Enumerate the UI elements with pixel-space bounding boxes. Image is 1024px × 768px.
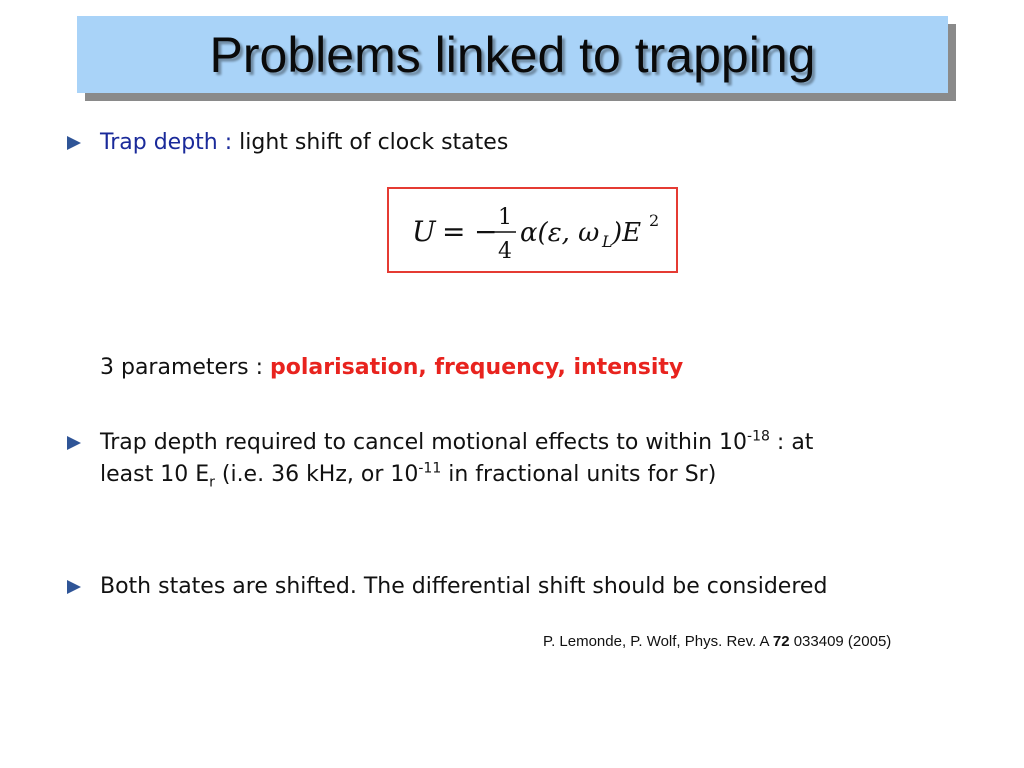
- bullet-arrow-icon: [67, 136, 81, 150]
- title-banner: [77, 16, 948, 93]
- bullet-trap-requirement: [100, 427, 813, 459]
- requirement-text-1: Trap depth required to cancel motional effects to within 10: [100, 430, 748, 455]
- formula-equals: =: [441, 215, 465, 248]
- differential-shift-text: Both states are shifted. The differential shift should be considered: [100, 574, 828, 599]
- trap-depth-text: light shift of clock states: [239, 130, 509, 155]
- reference-citation: [543, 633, 891, 650]
- reference-volume: 72: [772, 633, 790, 650]
- formula-minus: −: [473, 215, 497, 248]
- trap-depth-label: Trap depth :: [100, 130, 233, 155]
- requirement-text-2: : at: [769, 430, 814, 455]
- requirement-text-4: (i.e. 36 kHz, or 10: [214, 462, 419, 487]
- bullet-trap-requirement-cont: [100, 459, 716, 491]
- formula-exponent: 2: [648, 211, 659, 230]
- formula-close: )E: [611, 218, 641, 248]
- formula-numerator: 1: [497, 205, 512, 230]
- bullet-arrow-icon: [67, 436, 81, 450]
- reference-rest: 033409 (2005): [789, 633, 892, 650]
- formula-body: α(ε, ω: [519, 218, 599, 248]
- parameters-prefix: 3 parameters :: [100, 355, 264, 380]
- parameters-line: [100, 352, 683, 384]
- requirement-text-3: least 10 E: [100, 462, 210, 487]
- parameters-list: polarisation, frequency, intensity: [270, 355, 684, 380]
- requirement-text-5: in fractional units for Sr): [441, 462, 717, 487]
- formula-lhs: U: [411, 215, 436, 248]
- reference-authors: P. Lemonde, P. Wolf, Phys. Rev. A: [543, 633, 773, 650]
- requirement-exp-1: -18: [747, 428, 770, 445]
- requirement-exp-2: -11: [418, 460, 442, 477]
- requirement-sub: r: [209, 474, 215, 491]
- formula-denominator: 4: [497, 239, 512, 264]
- bullet-trap-depth: [100, 127, 508, 159]
- bullet-differential-shift: [100, 571, 827, 603]
- formula-box: [387, 187, 678, 273]
- formula-equation: [398, 190, 668, 270]
- bullet-arrow-icon: [67, 580, 81, 594]
- page-title: Problems linked to trapping: [209, 26, 816, 83]
- formula-subscript: L: [601, 232, 613, 251]
